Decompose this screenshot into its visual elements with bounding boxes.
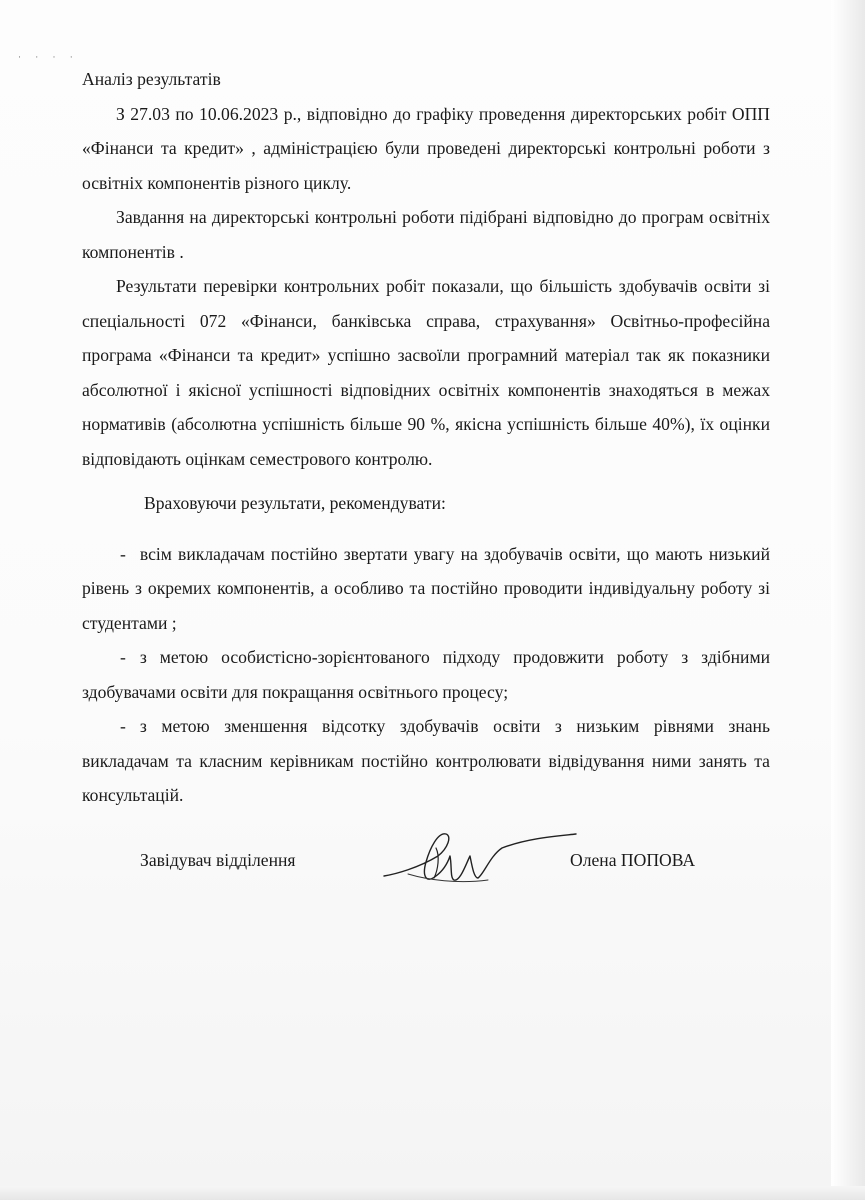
document-body bbox=[82, 62, 770, 813]
signatory-position: Завідувач відділення bbox=[140, 850, 296, 870]
handwritten-signature bbox=[378, 826, 578, 896]
recommendations-intro: Враховуючи результати, рекомендувати: bbox=[144, 493, 446, 513]
recommendation-text: з метою особистісно-зорієнтованого підходу продовжити роботу з здібними здобувачами освіти для покращання освітнього процесу; bbox=[82, 647, 770, 702]
scan-edge-bottom bbox=[0, 1186, 865, 1200]
list-dash: - bbox=[120, 647, 126, 667]
recommendation-text: всім викладачам постійно звертати увагу на здобувачів освіти, що мають низький рівень з окремих компонентів, а особливо та постійно проводити індивідуальну роботу зі студентами ; bbox=[82, 543, 770, 633]
scan-specks: · · · · bbox=[18, 52, 79, 62]
paragraph-intro: З 27.03 по 10.06.2023 р., відповідно до графіку проведення директорських робіт ОПП «Фінанси та кредит» , адміністрацією були проведені директорські контрольні роботи з освітніх компонентів різного циклу. bbox=[82, 103, 770, 193]
recommendation-item bbox=[82, 640, 770, 709]
recommendation-text: з метою зменшення відсотку здобувачів освіти з низьким рівнями знань викладачам та класним керівникам постійно контролювати відвідування ними занять та консультацій. bbox=[82, 716, 770, 805]
paragraph-results: Результати перевірки контрольних робіт показали, що більшість здобувачів освіти зі спеціальності 072 «Фінанси, банківська справа, страхування» Освітньо-професійна програма «Фінанси та кредит» успішно засвоїли програмний матеріал так як показники абсолютної і якісної успішності відповідних освітніх компонентів знаходяться в межах нормативів (абсолютна успішність більше 90 %, якісна успішність більше 40%), їх оцінки відповідають оцінкам семестрового контролю. bbox=[82, 276, 770, 469]
recommendations-list bbox=[82, 537, 770, 813]
list-dash: - bbox=[120, 716, 126, 736]
document-heading: Аналіз результатів bbox=[82, 69, 221, 89]
signatory-name: Олена ПОПОВА bbox=[570, 850, 696, 870]
signature-block bbox=[140, 842, 740, 902]
scan-edge-right bbox=[831, 0, 865, 1200]
recommendation-item bbox=[82, 537, 770, 641]
recommendation-item bbox=[82, 709, 770, 813]
paragraph-tasks: Завдання на директорські контрольні роботи підібрані відповідно до програм освітніх компонентів . bbox=[82, 207, 770, 262]
list-dash: - bbox=[120, 543, 126, 564]
